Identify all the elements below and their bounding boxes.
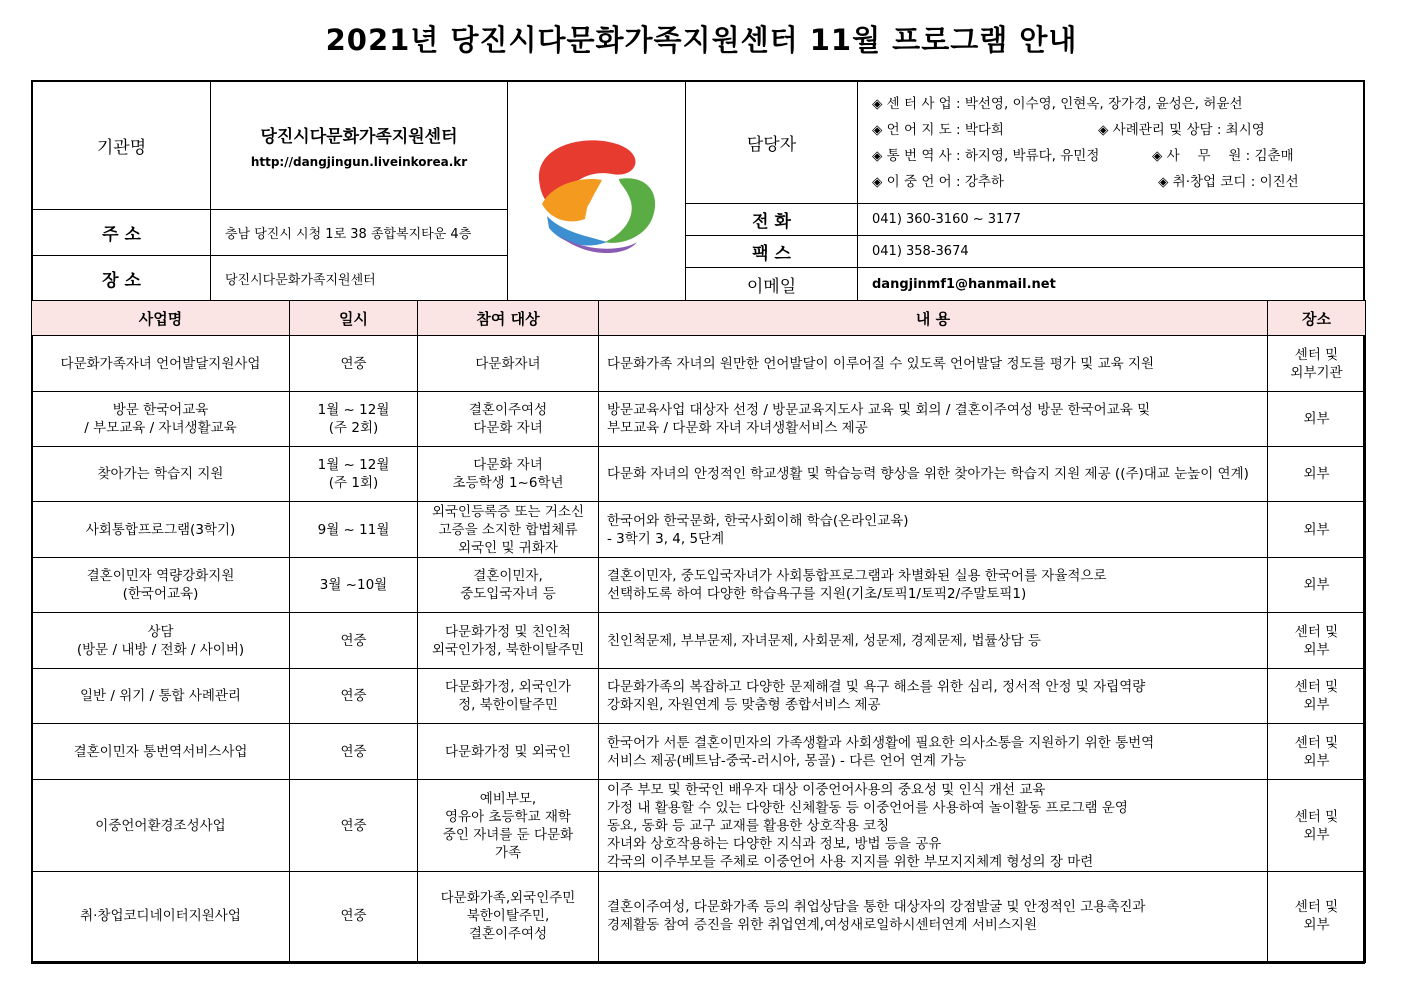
cell-line: 센터 및 — [1294, 899, 1339, 916]
schedule-cell — [290, 724, 418, 780]
cell-line: 다문화가정 및 친인척 — [445, 623, 571, 640]
cell-line: 연중 — [340, 908, 367, 925]
cell-line: 북한이탈주민, — [466, 908, 550, 925]
target-cell — [418, 392, 599, 447]
cell-line: 센터 및 — [1294, 734, 1339, 751]
cell-line: 초등학생 1~6학년 — [452, 475, 564, 491]
cell-line: 이중언어환경조성사업 — [95, 817, 226, 834]
email-value[interactable]: dangjinmf1@hanmail.net — [872, 277, 1056, 292]
cell-line: 취·창업코디네이터지원사업 — [80, 908, 241, 925]
content-cell — [599, 502, 1268, 558]
cell-line: 결혼이주여성, 다문화가족 등의 취업상담을 통한 대상자의 강점발굴 및 안정적인 고용촉진과 — [607, 899, 1146, 916]
org-name: 당진시다문화가족지원센터 — [260, 127, 458, 147]
org-url[interactable]: http://dangjingun.liveinkorea.kr — [250, 155, 468, 169]
cell-line: - 3학기 3, 4, 5단계 — [607, 530, 725, 547]
schedule-cell — [290, 336, 418, 392]
cell-line: 동요, 동화 등 교구 교재를 활용한 상호작용 코칭 — [607, 817, 890, 834]
header-content: 내 용 — [599, 301, 1268, 336]
target-cell — [418, 558, 599, 613]
program-name-cell — [32, 558, 290, 613]
program-name-cell — [32, 613, 290, 669]
cell-line: 가족 — [494, 844, 522, 861]
email-label: 이메일 — [686, 268, 858, 301]
cell-line: 외부 — [1303, 917, 1330, 934]
cell-line: 고증을 소지한 합법체류 — [438, 521, 578, 538]
table-row — [32, 336, 1366, 392]
cell-line: 3월 ~10월 — [319, 577, 388, 593]
cell-line: 외부 — [1303, 466, 1330, 482]
staff-row — [872, 91, 1243, 117]
cell-line: 외부 — [1303, 411, 1330, 427]
cell-line: 방문 한국어교육 — [112, 402, 209, 418]
cell-line: 일반 / 위기 / 통합 사례관리 — [80, 688, 241, 704]
cell-line: 결혼이주여성 — [468, 926, 548, 943]
cell-line: 중도입국자녀 등 — [460, 586, 556, 602]
staff-row — [872, 117, 1265, 143]
place-cell — [1268, 780, 1366, 872]
cell-line: 한국어가 서툰 결혼이민자의 가족생활과 사회생활에 필요한 의사소통을 지원하기 위한 통번역 — [607, 734, 1155, 751]
org-label: 기관명 — [33, 82, 211, 210]
fax-label: 팩 스 — [686, 236, 858, 268]
content-cell — [599, 780, 1268, 872]
cell-line: 자녀와 상호작용하는 다양한 지식과 정보, 방법 등을 공유 — [607, 835, 942, 852]
table-row — [32, 669, 1366, 724]
cell-line: 중인 자녀를 둔 다문화 — [442, 826, 574, 843]
place-cell — [1268, 336, 1366, 392]
cell-line: 외부 — [1303, 697, 1330, 713]
cell-line: (한국어교육) — [122, 586, 199, 602]
header-schedule: 일시 — [290, 301, 418, 336]
staff-row — [872, 143, 1294, 169]
place-cell — [1268, 613, 1366, 669]
address-value: 충남 당진시 시청 1로 38 종합복지타운 4층 — [211, 210, 508, 256]
staff-entry: ◈ 언 어 지 도 : 박다희 — [872, 121, 1004, 138]
content-cell — [599, 724, 1268, 780]
cell-line: 선택하도록 하여 다양한 학습욕구를 지원(기초/토픽1/토픽2/주말토픽1) — [607, 586, 1027, 602]
cell-line: 각국의 이주부모들 주체로 이중언어 사용 지지를 위한 부모지지체계 형성의 장 마련 — [607, 853, 1094, 870]
cell-line: 다문화가족 자녀의 원만한 언어발달이 이루어질 수 있도록 언어발달 정도를 평가 및 교육 지원 — [607, 355, 1155, 372]
place-cell — [1268, 392, 1366, 447]
cell-line: 강화지원, 자원연계 등 맞춤형 종합서비스 제공 — [607, 697, 881, 713]
page-title: 2021년 당진시다문화가족지원센터 11월 프로그램 안내 — [325, 23, 1078, 57]
cell-line: 외부기관 — [1290, 364, 1343, 381]
cell-line: 1월 ~ 12월 — [317, 457, 390, 473]
cell-line: 외국인등록증 또는 거소신 — [431, 503, 585, 520]
cell-line: 센터 및 — [1294, 623, 1339, 640]
program-name-cell — [32, 392, 290, 447]
staff-entry: ◈ 통 번 역 사 : 하지영, 박류다, 유민정 — [872, 147, 1100, 164]
table-row — [32, 558, 1366, 613]
program-name-cell — [32, 724, 290, 780]
header-target: 참여 대상 — [418, 301, 599, 336]
cell-line: 부모교육 / 다문화 자녀 자녀생활서비스 제공 — [607, 420, 868, 436]
staff-entry: ◈ 취·창업 코디 : 이진선 — [1158, 173, 1299, 190]
program-name-cell — [32, 872, 290, 962]
schedule-cell — [290, 558, 418, 613]
cell-line: 외부 — [1303, 641, 1330, 658]
manager-label: 담당자 — [686, 82, 858, 204]
staff-entry: ◈ 사 무 원 : 김춘매 — [1152, 147, 1294, 164]
cell-line: 연중 — [340, 743, 367, 760]
content-cell — [599, 392, 1268, 447]
place-cell — [1268, 447, 1366, 502]
cell-line: 방문교육사업 대상자 선정 / 방문교육지도사 교육 및 회의 / 결혼이주여성 방문 한국어교육 및 — [607, 402, 1151, 418]
cell-line: 결혼이민자, — [473, 568, 543, 584]
cell-line: 다문화자녀 — [475, 355, 541, 372]
place-cell — [1268, 558, 1366, 613]
schedule-cell — [290, 669, 418, 724]
schedule-cell — [290, 872, 418, 962]
header-place: 장소 — [1268, 301, 1366, 336]
cell-line: 서비스 제공(베트남-중국-러시아, 몽골) - 다른 언어 연계 가능 — [607, 752, 967, 769]
cell-line: 예비부모, — [479, 790, 537, 807]
table-row — [32, 613, 1366, 669]
logo-cell — [508, 82, 686, 301]
table-header-row — [32, 301, 1366, 336]
program-name-cell — [32, 669, 290, 724]
staff-entry: ◈ 사례관리 및 상담 : 최시영 — [1098, 121, 1265, 138]
schedule-cell — [290, 780, 418, 872]
cell-line: 친인척문제, 부부문제, 자녀문제, 사회문제, 성문제, 경제문제, 법률상담 등 — [607, 632, 1041, 649]
place-value: 당진시다문화가족지원센터 — [211, 256, 508, 301]
cell-line: 다문화가족,외국인주민 — [440, 890, 576, 907]
center-logo — [527, 124, 667, 259]
table-row — [32, 502, 1366, 558]
place-cell — [1268, 669, 1366, 724]
place-label: 장 소 — [33, 256, 211, 301]
target-cell — [418, 724, 599, 780]
target-cell — [418, 780, 599, 872]
cell-line: 한국어와 한국문화, 한국사회이해 학습(온라인교육) — [607, 512, 909, 529]
content-cell — [599, 447, 1268, 502]
org-name-cell — [211, 82, 508, 210]
fax-value: 041) 358-3674 — [858, 236, 1365, 268]
cell-line: 다문화 자녀 — [473, 420, 543, 436]
cell-line: 외부 — [1303, 521, 1330, 538]
cell-line: 다문화가정, 외국인가 — [445, 679, 571, 695]
cell-line: 경제활동 참여 증진을 위한 취업연계,여성새로일하시센터연계 서비스지원 — [607, 917, 1038, 934]
content-cell — [599, 336, 1268, 392]
cell-line: (주 1회) — [328, 475, 379, 491]
place-cell — [1268, 502, 1366, 558]
cell-line: 외국인 및 귀화자 — [458, 539, 558, 556]
cell-line: 다문화가정 및 외국인 — [445, 743, 571, 760]
cell-line: 1월 ~ 12월 — [317, 402, 390, 418]
header-program-name: 사업명 — [32, 301, 290, 336]
cell-line: 결혼이주여성 — [468, 402, 548, 418]
content-cell — [599, 613, 1268, 669]
program-name-cell — [32, 447, 290, 502]
staff-entry: ◈ 이 중 언 어 : 강추하 — [872, 173, 1004, 190]
cell-line: 센터 및 — [1294, 679, 1339, 695]
cell-line: 다문화 자녀의 안정적인 학교생활 및 학습능력 향상을 위한 찾아가는 학습지 지원 제공 ((주)대교 눈높이 연계) — [607, 466, 1249, 482]
table-row — [32, 872, 1366, 962]
cell-line: 외부 — [1303, 577, 1330, 593]
cell-line: 센터 및 — [1294, 346, 1339, 363]
cell-line: 외부 — [1303, 826, 1330, 843]
table-row — [32, 724, 1366, 780]
phone-label: 전 화 — [686, 204, 858, 236]
program-name-cell — [32, 502, 290, 558]
schedule-cell — [290, 447, 418, 502]
cell-line: 결혼이민자 역량강화지원 — [86, 568, 235, 584]
table-row — [32, 780, 1366, 872]
cell-line: 상담 — [147, 623, 174, 640]
target-cell — [418, 447, 599, 502]
program-name-cell — [32, 780, 290, 872]
content-cell — [599, 872, 1268, 962]
cell-line: 외국인가정, 북한이탈주민 — [431, 641, 585, 658]
cell-line: 영유아 초등학교 재학 — [445, 808, 571, 825]
cell-line: 연중 — [340, 632, 367, 649]
target-cell — [418, 669, 599, 724]
cell-line: 찾아가는 학습지 지원 — [97, 466, 224, 482]
staff-entry: ◈ 센 터 사 업 : 박선영, 이수영, 인현옥, 장가경, 윤성은, 허윤선 — [872, 95, 1243, 112]
table-row — [32, 447, 1366, 502]
cell-line: 결혼이민자, 중도입국자녀가 사회통합프로그램과 차별화된 실용 한국어를 자율적으로 — [607, 568, 1107, 584]
target-cell — [418, 336, 599, 392]
cell-line: 9월 ~ 11월 — [317, 521, 390, 538]
schedule-cell — [290, 502, 418, 558]
content-cell — [599, 669, 1268, 724]
cell-line: 다문화 자녀 — [473, 457, 543, 473]
cell-line: 센터 및 — [1294, 808, 1339, 825]
program-table — [31, 300, 1366, 963]
address-label: 주 소 — [33, 210, 211, 256]
cell-line: 다문화가족자녀 언어발달지원사업 — [60, 355, 261, 372]
cell-line: (방문 / 내방 / 전화 / 사이버) — [76, 641, 245, 658]
phone-value: 041) 360-3160 ~ 3177 — [858, 204, 1365, 236]
cell-line: 사회통합프로그램(3학기) — [85, 521, 236, 538]
target-cell — [418, 502, 599, 558]
staff-list — [858, 82, 1365, 204]
cell-line: (주 2회) — [328, 420, 379, 436]
cell-line: 다문화가족의 복잡하고 다양한 문제해결 및 욕구 해소를 위한 심리, 정서적 안정 및 자립역량 — [607, 679, 1146, 695]
cell-line: 연중 — [340, 688, 367, 704]
cell-line: 가정 내 활용할 수 있는 다양한 신체활동 등 이중언어를 사용하여 놀이활동 프로그램 운영 — [607, 799, 1128, 816]
cell-line: / 부모교육 / 자녀생활교육 — [84, 420, 237, 436]
content-cell — [599, 558, 1268, 613]
cell-line: 외부 — [1303, 752, 1330, 769]
table-row — [32, 392, 1366, 447]
target-cell — [418, 613, 599, 669]
place-cell — [1268, 872, 1366, 962]
place-cell — [1268, 724, 1366, 780]
cell-line: 연중 — [340, 355, 367, 372]
cell-line: 연중 — [340, 817, 367, 834]
staff-row — [872, 169, 1299, 195]
schedule-cell — [290, 613, 418, 669]
cell-line: 결혼이민자 통번역서비스사업 — [73, 743, 248, 760]
target-cell — [418, 872, 599, 962]
cell-line: 이주 부모 및 한국인 배우자 대상 이중언어사용의 중요성 및 인식 개선 교육 — [607, 781, 1046, 798]
schedule-cell — [290, 392, 418, 447]
program-name-cell — [32, 336, 290, 392]
cell-line: 정, 북한이탈주민 — [458, 697, 558, 713]
